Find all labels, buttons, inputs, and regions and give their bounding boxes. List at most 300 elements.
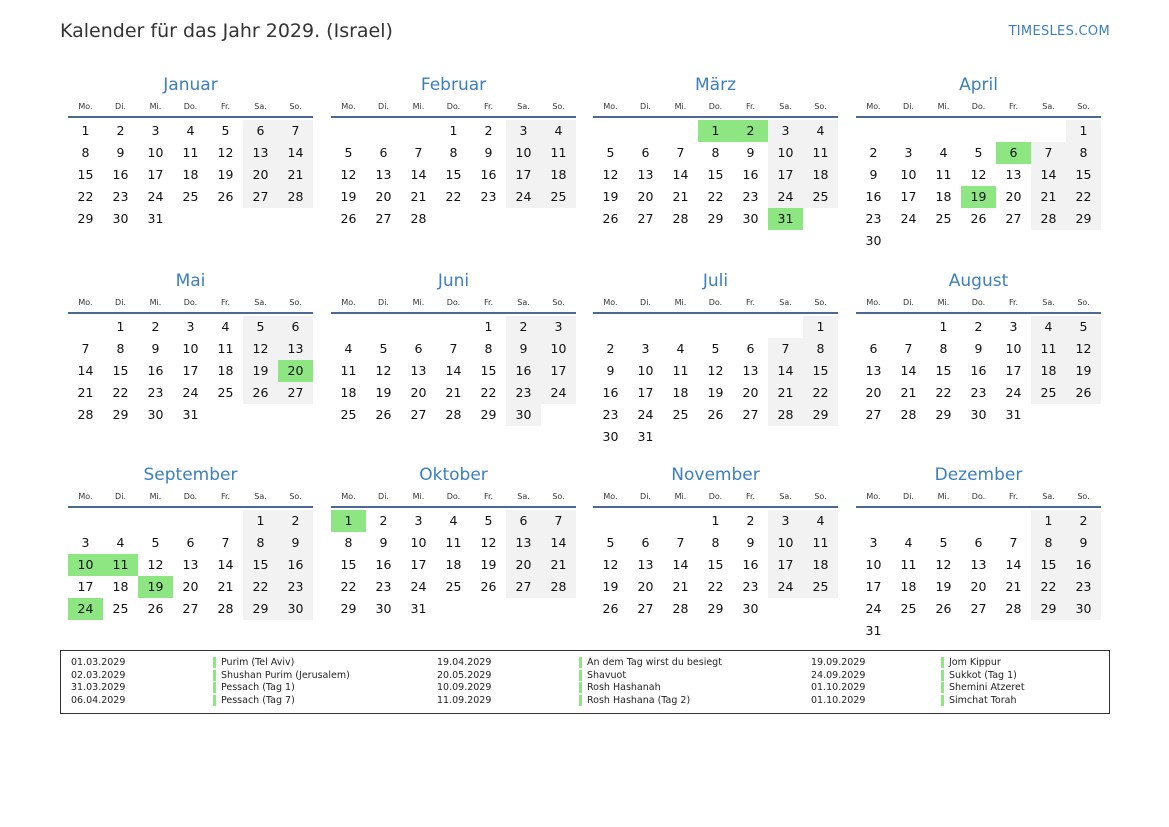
day-cell: 7 [449,341,458,356]
day-cell: 18 [182,167,199,182]
month-divider [856,116,1101,118]
month-2 [331,75,576,255]
day-cell: 16 [865,189,882,204]
day-cell: 11 [541,142,576,164]
day-cell: 27 [243,186,278,208]
month-name: Dezember [934,465,1023,485]
weekday-label: Di. [378,102,389,111]
day-cell: 24 [768,576,803,598]
day-cell: 4 [221,319,230,334]
holiday-name: Rosh Hashana (Tag 2) [579,695,690,706]
day-cell: 10 [506,142,541,164]
day-cell: 13 [865,363,882,378]
day-cell: 20 [637,189,654,204]
month-divider [593,116,838,118]
day-cell: 23 [602,407,619,422]
weekday-label: Do. [971,102,986,111]
day-cell: 7 [221,535,230,550]
holiday-name: Shavuot [579,670,626,681]
day-cell: 6 [186,535,195,550]
day-cell: 10 [410,535,427,550]
holiday-name: Jom Kippur [941,657,1001,668]
month-3 [593,75,838,255]
day-cell: 8 [116,341,125,356]
day-cell: 7 [768,338,803,360]
month-name: Mai [175,271,206,291]
day-cell: 31 [147,211,164,226]
weekday-label: Mi. [149,492,162,501]
day-cell: 9 [606,363,615,378]
holiday-name: An dem Tag wirst du besiegt [579,657,722,668]
day-cell: 8 [1066,142,1101,164]
day-cell: 9 [974,341,983,356]
day-cell: 6 [379,145,388,160]
month-divider [331,506,576,508]
day-cell: 5 [243,316,278,338]
weekday-label: Fr. [745,492,756,501]
weekday-label: Fr. [745,102,756,111]
weekday-label: Fr. [220,102,231,111]
day-cell: 17 [182,363,199,378]
day-cell: 17 [637,385,654,400]
weekday-label: Mo. [866,492,881,501]
holiday-name: Pessach (Tag 7) [213,695,295,706]
day-cell: 30 [865,233,882,248]
day-cell: 21 [410,189,427,204]
day-cell: 16 [506,360,541,382]
day-cell: 6 [278,316,313,338]
day-cell: 16 [147,363,164,378]
weekday-label: Mi. [412,102,425,111]
day-cell: 3 [869,535,878,550]
day-cell: 14 [1005,557,1022,572]
weekday-label: Do. [183,298,198,307]
day-cell: 1 [711,513,720,528]
day-cell: 31 [182,407,199,422]
day-cell: 15 [112,363,129,378]
day-cell: 21 [445,385,462,400]
weekday-label: Mo. [78,492,93,501]
month-name: August [948,271,1009,291]
day-cell: 10 [768,532,803,554]
day-cell: 23 [865,211,882,226]
holiday-date: 01.03.2029 [71,657,126,668]
day-cell: 31 [637,429,654,444]
day-cell: 2 [974,319,983,334]
day-cell: 10 [147,145,164,160]
day-cell: 2 [746,513,755,528]
weekday-label: Mi. [937,298,950,307]
day-cell: 28 [672,601,689,616]
day-cell: 6 [746,341,755,356]
weekday-label: Mi. [937,102,950,111]
day-cell: 4 [803,510,838,532]
month-4 [856,75,1101,255]
day-cell: 10 [768,142,803,164]
month-12 [856,465,1101,645]
day-cell: 6 [641,145,650,160]
day-cell: 24 [147,189,164,204]
weekday-label: Mo. [866,298,881,307]
day-cell: 12 [480,535,497,550]
day-cell: 12 [970,167,987,182]
weekday-label: Sa. [1042,102,1055,111]
weekday-label: Fr. [483,102,494,111]
weekday-label: Mo. [866,102,881,111]
day-cell: 8 [711,535,720,550]
weekday-label: So. [1077,298,1090,307]
day-cell: 19 [217,167,234,182]
day-cell: 2 [606,341,615,356]
month-9 [68,465,313,645]
day-cell: 7 [676,535,685,550]
holiday-date: 10.09.2029 [437,682,492,693]
day-cell: 11 [672,363,689,378]
day-cell: 15 [935,363,952,378]
day-cell: 2 [506,316,541,338]
day-cell: 26 [217,189,234,204]
day-cell: 21 [672,189,689,204]
day-cell: 29 [803,404,838,426]
day-cell: 11 [182,145,199,160]
day-cell: 30 [147,407,164,422]
day-cell: 19 [243,360,278,382]
holiday-date: 01.10.2029 [811,682,866,693]
day-cell: 17 [410,557,427,572]
day-cell: 29 [77,211,94,226]
day-cell: 11 [340,363,357,378]
day-cell: 25 [541,186,576,208]
day-cell: 7 [278,120,313,142]
day-cell: 14 [768,360,803,382]
day-cell: 31 [410,601,427,616]
day-cell: 13 [243,142,278,164]
weekday-label: Sa. [517,102,530,111]
day-cell: 4 [344,341,353,356]
day-cell: 11 [900,557,917,572]
day-cell: 17 [506,164,541,186]
day-cell: 21 [768,382,803,404]
day-cell: 19 [707,385,724,400]
day-cell: 12 [707,363,724,378]
day-cell: 6 [243,120,278,142]
day-cell: 13 [742,363,759,378]
day-cell: 30 [506,404,541,426]
day-cell: 29 [707,211,724,226]
weekday-label: Di. [903,492,914,501]
day-cell: 11 [217,341,234,356]
day-cell: 23 [147,385,164,400]
month-5 [68,271,313,451]
day-cell: 19 [602,189,619,204]
day-cell: 1 [1031,510,1066,532]
day-cell: 9 [379,535,388,550]
holiday-day-cell: 19 [961,186,996,208]
weekday-label: Sa. [1042,492,1055,501]
day-cell: 6 [641,535,650,550]
day-cell: 29 [1066,208,1101,230]
day-cell: 21 [900,385,917,400]
weekday-label: Sa. [517,298,530,307]
day-cell: 11 [803,142,838,164]
holiday-date: 19.09.2029 [811,657,866,668]
day-cell: 30 [742,211,759,226]
day-cell: 6 [869,341,878,356]
weekday-label: Sa. [1042,298,1055,307]
weekday-label: Di. [115,298,126,307]
day-cell: 23 [112,189,129,204]
holiday-date: 31.03.2029 [71,682,126,693]
day-cell: 14 [410,167,427,182]
weekday-label: So. [814,102,827,111]
day-cell: 22 [1031,576,1066,598]
day-cell: 26 [340,211,357,226]
day-cell: 16 [112,167,129,182]
day-cell: 29 [707,601,724,616]
day-cell: 15 [480,363,497,378]
day-cell: 12 [375,363,392,378]
day-cell: 5 [711,341,720,356]
weekday-label: Mo. [341,298,356,307]
day-cell: 14 [900,363,917,378]
weekday-label: Do. [708,102,723,111]
weekday-label: Di. [640,492,651,501]
month-name: Oktober [419,465,488,485]
day-cell: 24 [1005,385,1022,400]
day-cell: 6 [506,510,541,532]
weekday-label: Mo. [78,102,93,111]
day-cell: 15 [340,557,357,572]
weekday-label: Do. [183,492,198,501]
day-cell: 11 [935,167,952,182]
day-cell: 26 [1066,382,1101,404]
day-cell: 25 [803,576,838,598]
day-cell: 16 [602,385,619,400]
day-cell: 23 [278,576,313,598]
day-cell: 28 [77,407,94,422]
day-cell: 7 [1009,535,1018,550]
day-cell: 1 [116,319,125,334]
weekday-label: Mo. [341,102,356,111]
holiday-day-cell: 20 [278,360,313,382]
weekday-label: Di. [903,102,914,111]
day-cell: 22 [803,382,838,404]
day-cell: 12 [217,145,234,160]
day-cell: 18 [340,385,357,400]
day-cell: 5 [344,145,353,160]
weekday-label: Fr. [220,298,231,307]
day-cell: 8 [449,145,458,160]
day-cell: 16 [742,557,759,572]
day-cell: 29 [112,407,129,422]
weekday-label: Mi. [674,492,687,501]
day-cell: 9 [869,167,878,182]
day-cell: 21 [1031,186,1066,208]
day-cell: 7 [904,341,913,356]
weekday-label: Mo. [603,298,618,307]
day-cell: 15 [1031,554,1066,576]
day-cell: 29 [243,598,278,620]
day-cell: 2 [151,319,160,334]
weekday-label: Do. [446,492,461,501]
weekday-label: Do. [446,298,461,307]
day-cell: 9 [484,145,493,160]
brand-link[interactable]: TIMESLES.COM [1008,24,1110,39]
weekday-label: Mi. [149,102,162,111]
month-divider [331,116,576,118]
day-cell: 27 [506,576,541,598]
day-cell: 6 [974,535,983,550]
day-cell: 22 [707,579,724,594]
day-cell: 27 [278,382,313,404]
holiday-name: Pessach (Tag 1) [213,682,295,693]
day-cell: 8 [81,145,90,160]
holiday-name: Shushan Purim (Jerusalem) [213,670,350,681]
weekday-label: Fr. [483,492,494,501]
weekday-label: Fr. [1008,298,1019,307]
holiday-date: 24.09.2029 [811,669,866,681]
weekday-label: Mi. [412,298,425,307]
day-cell: 16 [480,167,497,182]
day-cell: 15 [77,167,94,182]
day-cell: 14 [445,363,462,378]
day-cell: 9 [746,535,755,550]
weekday-label: Di. [640,298,651,307]
day-cell: 17 [768,554,803,576]
day-cell: 25 [803,186,838,208]
holiday-date: 06.04.2029 [71,694,126,706]
day-cell: 22 [445,189,462,204]
day-cell: 4 [116,535,125,550]
day-cell: 10 [1005,341,1022,356]
day-cell: 15 [707,557,724,572]
month-divider [593,506,838,508]
day-cell: 23 [742,579,759,594]
day-cell: 30 [278,598,313,620]
day-cell: 28 [768,404,803,426]
page-title: Kalender für das Jahr 2029. (Israel) [60,20,393,42]
day-cell: 19 [1066,360,1101,382]
day-cell: 10 [865,557,882,572]
day-cell: 1 [484,319,493,334]
day-cell: 3 [151,123,160,138]
day-cell: 4 [803,120,838,142]
holiday-date: 01.10.2029 [811,694,866,706]
weekday-label: So. [814,492,827,501]
day-cell: 3 [1009,319,1018,334]
day-cell: 8 [939,341,948,356]
day-cell: 21 [77,385,94,400]
day-cell: 25 [935,211,952,226]
day-cell: 13 [182,557,199,572]
weekday-label: Do. [708,298,723,307]
month-name: April [959,75,998,95]
month-11 [593,465,838,645]
day-cell: 20 [637,579,654,594]
day-cell: 28 [278,186,313,208]
month-divider [856,506,1101,508]
weekday-label: Di. [903,298,914,307]
day-cell: 5 [151,535,160,550]
day-cell: 8 [803,338,838,360]
day-cell: 12 [602,167,619,182]
day-cell: 13 [637,557,654,572]
day-cell: 2 [1066,510,1101,532]
day-cell: 27 [637,601,654,616]
day-cell: 7 [1031,142,1066,164]
day-cell: 25 [900,601,917,616]
day-cell: 5 [939,535,948,550]
day-cell: 5 [606,145,615,160]
weekday-label: Fr. [483,298,494,307]
holiday-name: Rosh Hashanah [579,682,661,693]
day-cell: 30 [112,211,129,226]
day-cell: 21 [278,164,313,186]
weekday-label: Mo. [341,492,356,501]
day-cell: 25 [672,407,689,422]
day-cell: 9 [506,338,541,360]
day-cell: 6 [414,341,423,356]
day-cell: 26 [602,601,619,616]
day-cell: 14 [672,557,689,572]
weekday-label: Sa. [779,102,792,111]
day-cell: 4 [186,123,195,138]
day-cell: 2 [116,123,125,138]
day-cell: 19 [935,579,952,594]
day-cell: 17 [541,360,576,382]
day-cell: 2 [869,145,878,160]
holiday-day-cell: 2 [733,120,768,142]
day-cell: 24 [410,579,427,594]
day-cell: 28 [445,407,462,422]
day-cell: 17 [77,579,94,594]
weekday-label: Fr. [745,298,756,307]
month-name: März [695,75,736,95]
day-cell: 29 [935,407,952,422]
day-cell: 28 [410,211,427,226]
day-cell: 5 [379,341,388,356]
day-cell: 16 [742,167,759,182]
day-cell: 14 [77,363,94,378]
weekday-label: So. [289,102,302,111]
day-cell: 11 [445,535,462,550]
weekday-label: Sa. [779,492,792,501]
day-cell: 28 [1005,601,1022,616]
weekday-label: Mo. [603,102,618,111]
day-cell: 9 [116,145,125,160]
day-cell: 24 [865,601,882,616]
day-cell: 16 [278,554,313,576]
day-cell: 18 [445,557,462,572]
day-cell: 22 [243,576,278,598]
weekday-label: So. [552,298,565,307]
day-cell: 31 [1005,407,1022,422]
day-cell: 31 [865,623,882,638]
day-cell: 5 [221,123,230,138]
day-cell: 19 [602,579,619,594]
day-cell: 13 [970,557,987,572]
day-cell: 8 [243,532,278,554]
day-cell: 9 [746,145,755,160]
day-cell: 7 [81,341,90,356]
day-cell: 16 [1066,554,1101,576]
day-cell: 25 [217,385,234,400]
day-cell: 15 [445,167,462,182]
day-cell: 21 [541,554,576,576]
day-cell: 24 [637,407,654,422]
day-cell: 19 [340,189,357,204]
day-cell: 19 [375,385,392,400]
